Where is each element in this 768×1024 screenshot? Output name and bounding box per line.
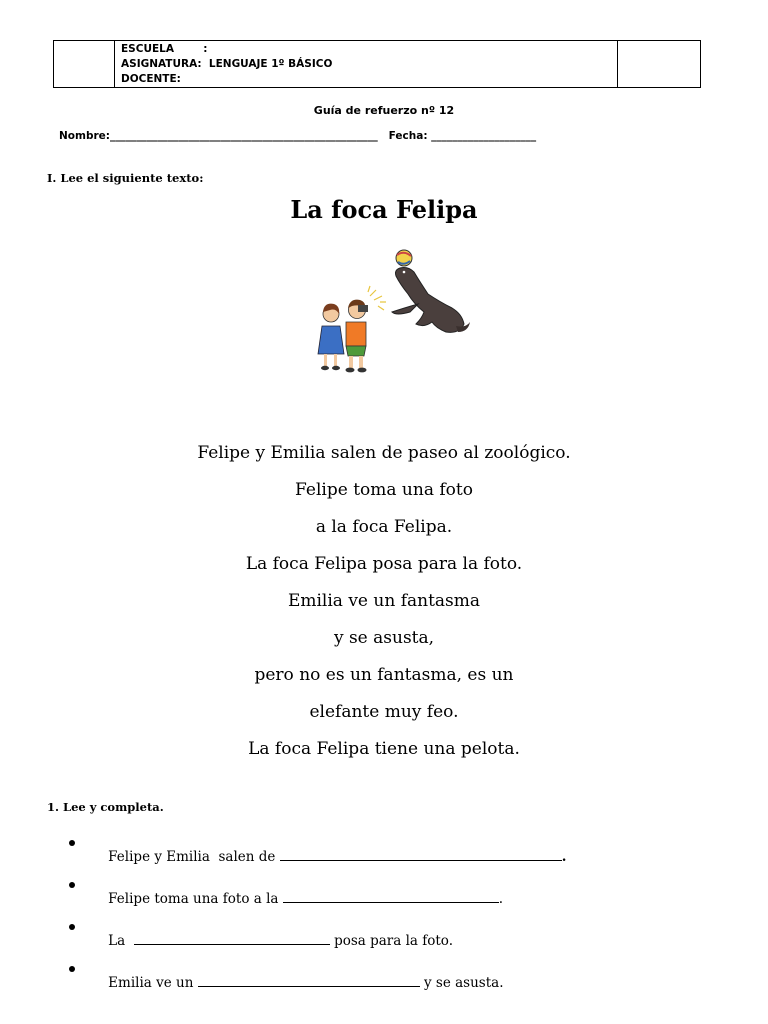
story-line: elefante muy feo.	[309, 702, 459, 722]
camera-icon	[358, 305, 368, 312]
bullet-icon	[69, 966, 75, 972]
exercise-label: 1. Lee y completa.	[47, 800, 164, 814]
story-line: a la foca Felipa.	[315, 517, 453, 537]
story-text	[0, 438, 768, 771]
name-date-line: Nombre:___________________________________________________ Fecha: ____________________	[59, 130, 537, 142]
header-info-cell	[121, 42, 332, 87]
asignatura-label: ASIGNATURA: LENGUAJE 1º BÁSICO	[121, 58, 333, 70]
story-line: pero no es un fantasma, es un	[254, 665, 514, 685]
story-line: y se asusta,	[333, 628, 435, 648]
exercise-item: Felipe toma una foto a la .	[67, 874, 566, 916]
exercise-list	[67, 832, 566, 1000]
bullet-icon	[69, 924, 75, 930]
exercise-item: La posa para la foto.	[67, 916, 566, 958]
exercise-item: Felipe y Emilia salen de .	[67, 832, 566, 874]
answer-blank[interactable]	[198, 974, 420, 987]
story-title: La foca Felipa	[290, 195, 478, 224]
flash-sparkle-icon	[368, 286, 386, 310]
ball-icon	[396, 250, 412, 266]
bullet-icon	[69, 882, 75, 888]
story-line: La foca Felipa tiene una pelota.	[248, 739, 520, 759]
header-right-cell	[617, 41, 700, 87]
header-left-cell	[54, 41, 115, 87]
escuela-label: ESCUELA :	[121, 43, 208, 55]
guide-title: Guía de refuerzo nº 12	[313, 104, 455, 117]
answer-blank[interactable]	[283, 890, 499, 903]
seal-children-illustration	[300, 242, 480, 382]
boy-with-camera-icon	[346, 300, 369, 373]
story-line: Felipe toma una foto	[295, 480, 473, 500]
section-label: I. Lee el siguiente texto:	[47, 171, 204, 185]
girl-icon	[318, 304, 344, 371]
seal-icon	[392, 268, 470, 333]
story-line: La foca Felipa posa para la foto.	[245, 554, 523, 574]
answer-blank[interactable]	[280, 848, 562, 861]
bullet-icon	[69, 840, 75, 846]
story-line: Emilia ve un fantasma	[287, 591, 481, 611]
exercise-item: Emilia ve un y se asusta.	[67, 958, 566, 1000]
docente-label: DOCENTE:	[121, 73, 181, 85]
answer-blank[interactable]	[134, 932, 330, 945]
story-line: Felipe y Emilia salen de paseo al zoológico.	[197, 443, 571, 463]
header-table	[53, 40, 701, 88]
